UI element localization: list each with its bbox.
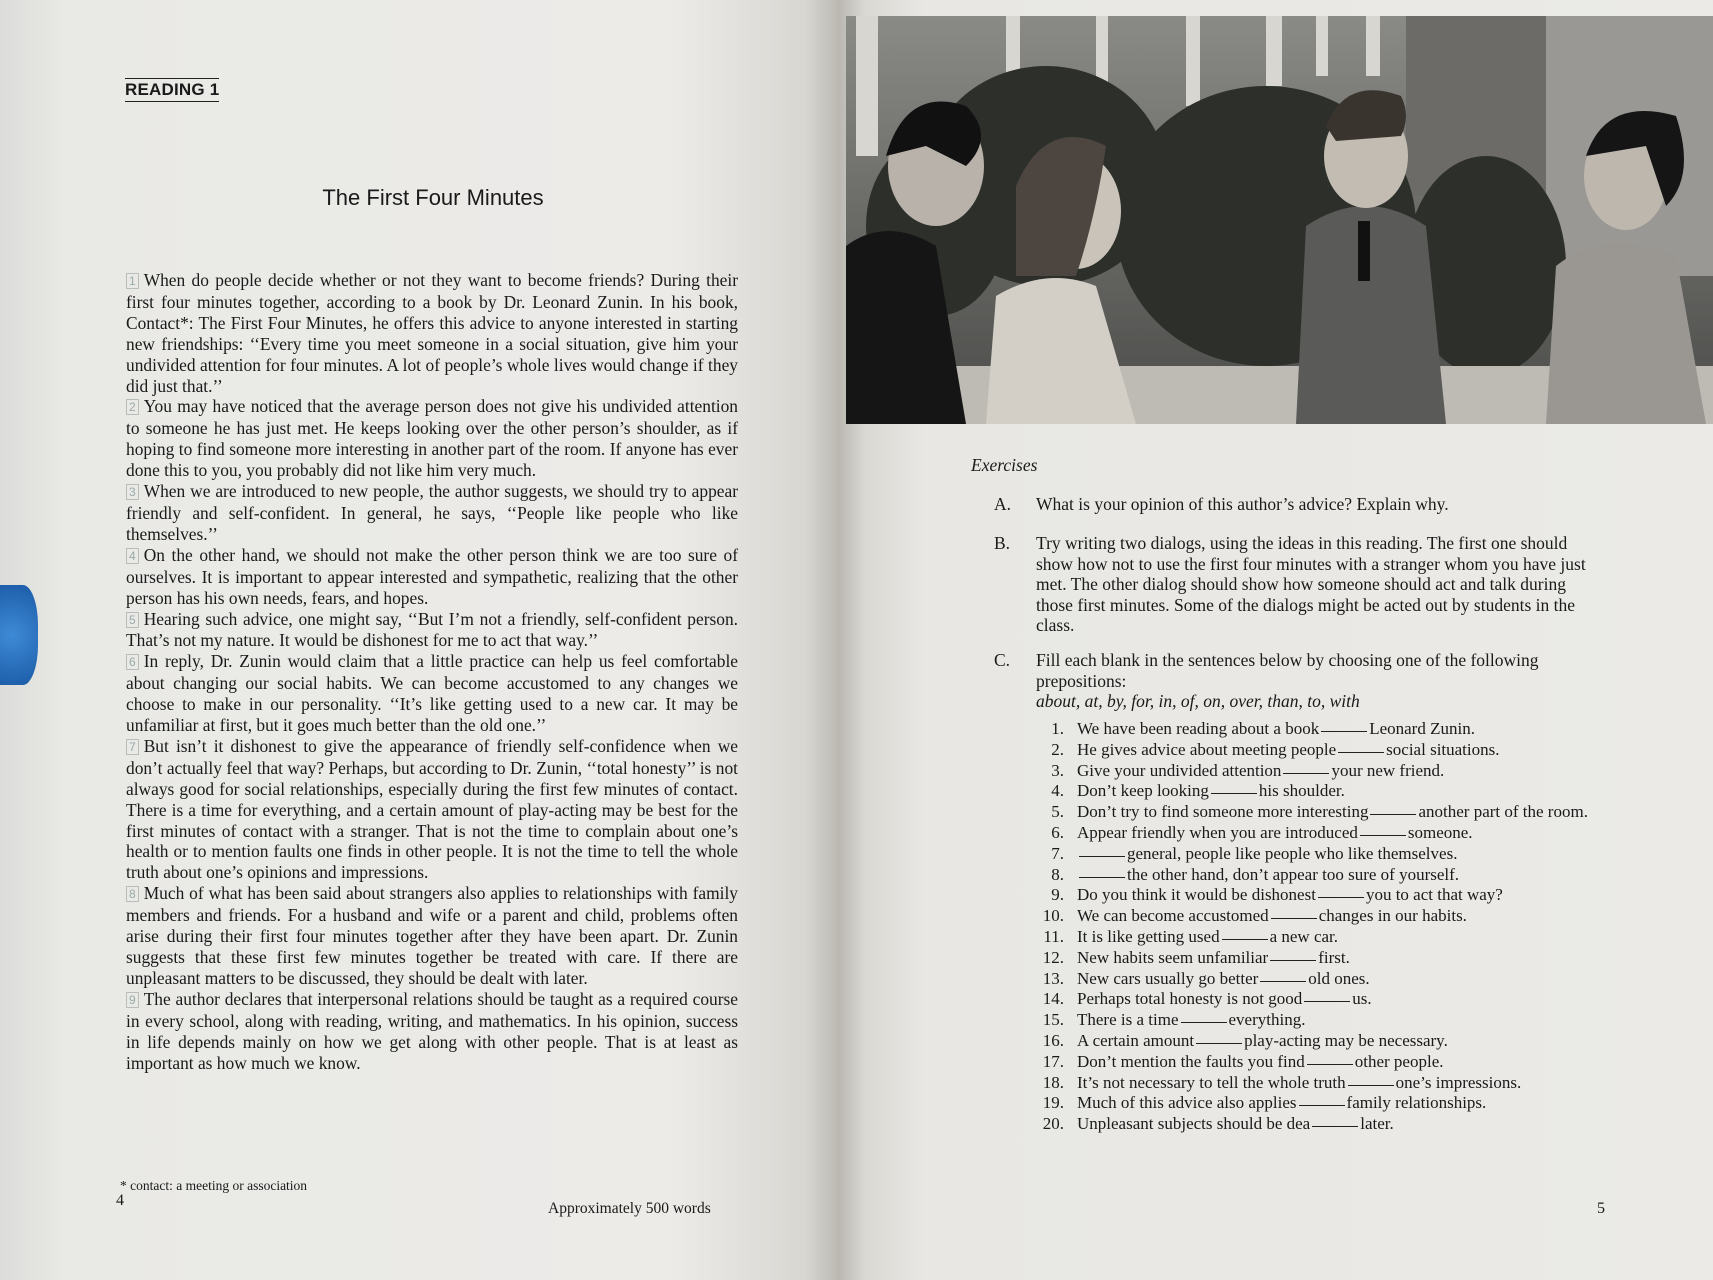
sentence-item	[1034, 719, 1614, 740]
paragraph-4	[126, 545, 738, 609]
sentence-item	[1034, 927, 1614, 948]
exercise-c-body	[1036, 650, 1602, 712]
word-count: Approximately 500 words	[548, 1200, 711, 1217]
paragraph-3	[126, 481, 738, 545]
sentence-number: 10.	[1042, 906, 1064, 926]
sentence-number: 9.	[1051, 885, 1064, 905]
paragraph-text: In reply, Dr. Zunin would claim that a little practice can help us feel comfortable about changing our social habits. We can become accustomed to any changes we choose to make in our personality. ‘‘It’s like getting used to a new car. It may be unfamiliar at first, but it goes much better than the old one.’’	[126, 651, 738, 736]
exercise-c-letter: C.	[994, 650, 1011, 670]
paragraph-number: 7	[126, 739, 139, 755]
paragraph-number: 2	[126, 399, 139, 415]
paragraph-8	[126, 883, 738, 989]
sentence-item	[1034, 740, 1614, 761]
sentence-text-before: Unpleasant subjects should be dea	[1077, 1114, 1311, 1134]
sentence-text-after: general, people like people who like themselves.	[1127, 843, 1458, 863]
sentence-item	[1034, 1093, 1614, 1114]
sentence-item	[1034, 781, 1614, 802]
sentence-number: 12.	[1042, 947, 1064, 967]
page-number-left: 4	[116, 1192, 124, 1209]
sentence-text-after: you to act that way?	[1365, 885, 1503, 905]
paragraph-text: But isn’t it dishonest to give the appearance of friendly self-confidence when we don’t actually feel that way? Perhaps, but according to Dr. Zunin, ‘‘total honesty’’ is not always good for social relationships, especially during the first few minutes of contact. There is a time for everything, and a certain amount of play-acting may be best for the first minutes of contact with a stranger. That is not the time to complain about one’s health or to mention faults one finds in other people. It is not the time to tell the whole truth about one’s opinions and impressions.	[126, 735, 738, 883]
sentence-text-after: old ones.	[1308, 968, 1370, 988]
paragraph-7	[126, 736, 738, 883]
sentence-text-after: a new car.	[1269, 926, 1339, 946]
sentence-number: 2.	[1051, 739, 1064, 759]
answer-blank[interactable]	[1299, 1104, 1345, 1106]
answer-blank[interactable]	[1196, 1042, 1242, 1044]
answer-blank[interactable]	[1079, 855, 1125, 857]
answer-blank[interactable]	[1260, 980, 1306, 982]
paragraph-2	[126, 396, 738, 481]
sentence-text-before: Don’t try to find someone more interesting	[1077, 802, 1369, 822]
sentence-item	[1034, 1010, 1614, 1031]
blue-bookmark-ribbon	[0, 585, 38, 685]
exercise-c-text: Fill each blank in the sentences below by choosing one of the following prepositions:	[1036, 650, 1539, 691]
sentence-number: 4.	[1051, 781, 1064, 801]
paragraph-number: 8	[126, 886, 139, 902]
group-photo	[846, 16, 1713, 424]
sentence-text-after: family relationships.	[1346, 1093, 1487, 1113]
sentence-item	[1034, 969, 1614, 990]
sentence-text-after: changes in our habits.	[1318, 906, 1467, 926]
paragraph-5	[126, 609, 738, 652]
sentence-text-before: There is a time	[1077, 1010, 1179, 1030]
sentence-number: 5.	[1051, 802, 1064, 822]
sentence-item	[1034, 885, 1614, 906]
sentence-text-after: his shoulder.	[1258, 781, 1345, 801]
sentence-item	[1034, 1073, 1614, 1094]
sentence-text-before: It’s not necessary to tell the whole truth	[1077, 1072, 1346, 1092]
answer-blank[interactable]	[1370, 813, 1416, 815]
paragraph-number: 4	[126, 548, 139, 564]
sentence-text-before: Give your undivided attention	[1077, 760, 1282, 780]
sentence-item	[1034, 865, 1614, 886]
sentence-number: 18.	[1042, 1072, 1064, 1092]
sentence-item	[1034, 1114, 1614, 1135]
sentence-text-before: We have been reading about a book	[1077, 719, 1320, 738]
sentence-text-before: Don’t keep looking	[1077, 781, 1209, 801]
sentence-text-before: Do you think it would be dishonest	[1077, 885, 1316, 905]
sentence-number: 16.	[1042, 1030, 1064, 1050]
sentence-item	[1034, 1031, 1614, 1052]
preposition-list: about, at, by, for, in, of, on, over, than, to, with	[1036, 691, 1360, 711]
answer-blank[interactable]	[1307, 1063, 1353, 1065]
answer-blank[interactable]	[1271, 917, 1317, 919]
paragraph-text: When we are introduced to new people, the author suggests, we should try to appear friendly and self-confident. In general, he says, ‘‘People like people who like themselves.’’	[126, 481, 738, 544]
answer-blank[interactable]	[1222, 938, 1268, 940]
paragraph-text: Much of what has been said about strangers also applies to relationships with family members and friends. For a husband and wife or a parent and child, problems often arise during their first four minutes together after they have been apart. Dr. Zunin suggests that these first few minutes together be treated with care. If there are unpleasant matters to be discussed, they should be dealt with later.	[126, 883, 738, 988]
sentence-text-before: Much of this advice also applies	[1077, 1093, 1297, 1113]
answer-blank[interactable]	[1283, 772, 1329, 774]
sentence-number: 17.	[1042, 1051, 1064, 1071]
exercise-a-letter: A.	[994, 494, 1012, 514]
sentence-text-after: later.	[1360, 1114, 1394, 1134]
sentence-item	[1034, 823, 1614, 844]
paragraph-number: 1	[126, 273, 139, 289]
photo-illustration	[846, 16, 1713, 424]
sentence-number: 3.	[1051, 760, 1064, 780]
sentence-text-after: social situations.	[1386, 739, 1500, 759]
answer-blank[interactable]	[1348, 1084, 1394, 1086]
sentence-item	[1034, 906, 1614, 927]
sentence-number: 15.	[1042, 1010, 1064, 1030]
sentence-text-after: play-acting may be necessary.	[1244, 1030, 1448, 1050]
paragraph-text: Hearing such advice, one might say, ‘‘But I’m not a friendly, self-confident person. That’s not my nature. It would be dishonest for me to act that way.’’	[126, 608, 738, 651]
sentence-item	[1034, 844, 1614, 865]
sentence-text-before: New cars usually go better	[1077, 968, 1259, 988]
left-page	[0, 0, 838, 1280]
answer-blank[interactable]	[1304, 1000, 1350, 1002]
paragraph-text: On the other hand, we should not make the other person think we are too sure of ourselves. It is important to appear interested and sympathetic, realizing that the other person has his own needs, fears, and hopes.	[126, 544, 738, 608]
paragraph-number: 5	[126, 612, 139, 628]
sentence-text-after: other people.	[1354, 1051, 1444, 1071]
sentence-text-after: us.	[1352, 989, 1372, 1009]
sentence-text-before: He gives advice about meeting people	[1077, 739, 1337, 759]
article-body	[126, 270, 738, 1073]
sentence-number: 13.	[1042, 968, 1064, 988]
sentence-number: 6.	[1051, 822, 1064, 842]
sentence-text-before: Appear friendly when you are introduced	[1077, 822, 1358, 842]
sentence-text-before: A certain amount	[1077, 1030, 1195, 1050]
answer-blank[interactable]	[1312, 1125, 1358, 1127]
footnote: * contact: a meeting or association	[120, 1178, 308, 1193]
answer-blank[interactable]	[1321, 730, 1367, 732]
fill-in-sentences	[1034, 719, 1614, 1135]
sentence-item	[1034, 1052, 1614, 1073]
sentence-number: 11.	[1043, 926, 1064, 946]
answer-blank[interactable]	[1270, 959, 1316, 961]
sentence-text-after: first.	[1318, 947, 1350, 967]
sentence-item	[1034, 989, 1614, 1010]
sentence-number: 19.	[1042, 1093, 1064, 1113]
answer-blank[interactable]	[1079, 876, 1125, 878]
sentence-number: 1.	[1051, 719, 1064, 738]
sentence-text-before: We can become accustomed	[1077, 906, 1269, 926]
exercise-a-text: What is your opinion of this author’s advice? Explain why.	[1036, 494, 1449, 514]
sentence-number: 14.	[1042, 989, 1064, 1009]
paragraph-9	[126, 989, 738, 1074]
sentence-item	[1034, 802, 1614, 823]
answer-blank[interactable]	[1318, 896, 1364, 898]
sentence-text-after: one’s impressions.	[1395, 1072, 1522, 1092]
answer-blank[interactable]	[1211, 792, 1257, 794]
paragraph-number: 9	[126, 992, 139, 1008]
sentence-text-after: another part of the room.	[1418, 802, 1588, 822]
sentence-text-after: Leonard Zunin.	[1369, 719, 1475, 738]
section-label: READING 1	[125, 78, 219, 102]
paragraph-6	[126, 651, 738, 736]
sentence-number: 20.	[1042, 1114, 1064, 1134]
answer-blank[interactable]	[1360, 834, 1406, 836]
sentence-number: 7.	[1051, 843, 1064, 863]
page-number-right: 5	[1597, 1200, 1605, 1217]
sentence-text-before: Don’t mention the faults you find	[1077, 1051, 1305, 1071]
exercise-b-text: Try writing two dialogs, using the ideas in this reading. The first one should show how not to use the first four minutes with a stranger whom you have just met. The other dialog should show how someone should act and talk during those first minutes. Some of the dialogs might be acted out by students in the class.	[1036, 533, 1586, 635]
exercises-heading: Exercises	[971, 455, 1038, 475]
sentence-text-after: someone.	[1407, 822, 1473, 842]
answer-blank[interactable]	[1338, 751, 1384, 753]
paragraph-number: 3	[126, 484, 139, 500]
paragraph-number: 6	[126, 654, 139, 670]
answer-blank[interactable]	[1181, 1021, 1227, 1023]
sentence-item	[1034, 761, 1614, 782]
paragraph-1	[126, 270, 738, 396]
paragraph-text: When do people decide whether or not they want to become friends? During their first four minutes together, according to a book by Dr. Leonard Zunin. In his book, Contact*: The First Four Minutes, he offers this advice to anyone interested in starting new friendships: ‘‘Every time you meet someone in a social situation, give him your undivided attention for four minutes. A lot of people’s whole lives would change if they did just that.’’	[126, 270, 738, 396]
sentence-text-after: the other hand, don’t appear too sure of yourself.	[1127, 864, 1460, 884]
sentence-text-after: everything.	[1228, 1010, 1306, 1030]
sentence-item	[1034, 948, 1614, 969]
exercise-b-letter: B.	[994, 533, 1011, 553]
paragraph-text: The author declares that interpersonal relations should be taught as a required course in every school, along with reading, writing, and mathematics. In his opinion, success in life depends mainly on how we get along with other people. That is at least as important as how much we know.	[126, 988, 738, 1073]
sentence-number: 8.	[1051, 864, 1064, 884]
sentence-text-before: Perhaps total honesty is not good	[1077, 989, 1303, 1009]
sentence-text-before: It is like getting used	[1077, 926, 1220, 946]
reading-title: The First Four Minutes	[322, 185, 544, 210]
sentence-text-after: your new friend.	[1331, 760, 1445, 780]
paragraph-text: You may have noticed that the average person does not give his undivided attention to someone he has just met. He keeps looking over the other person’s shoulder, as if hoping to find someone more interesting in another part of the room. If anyone has ever done this to you, you probably did not like him very much.	[126, 396, 738, 481]
sentence-text-before: New habits seem unfamiliar	[1077, 947, 1269, 967]
